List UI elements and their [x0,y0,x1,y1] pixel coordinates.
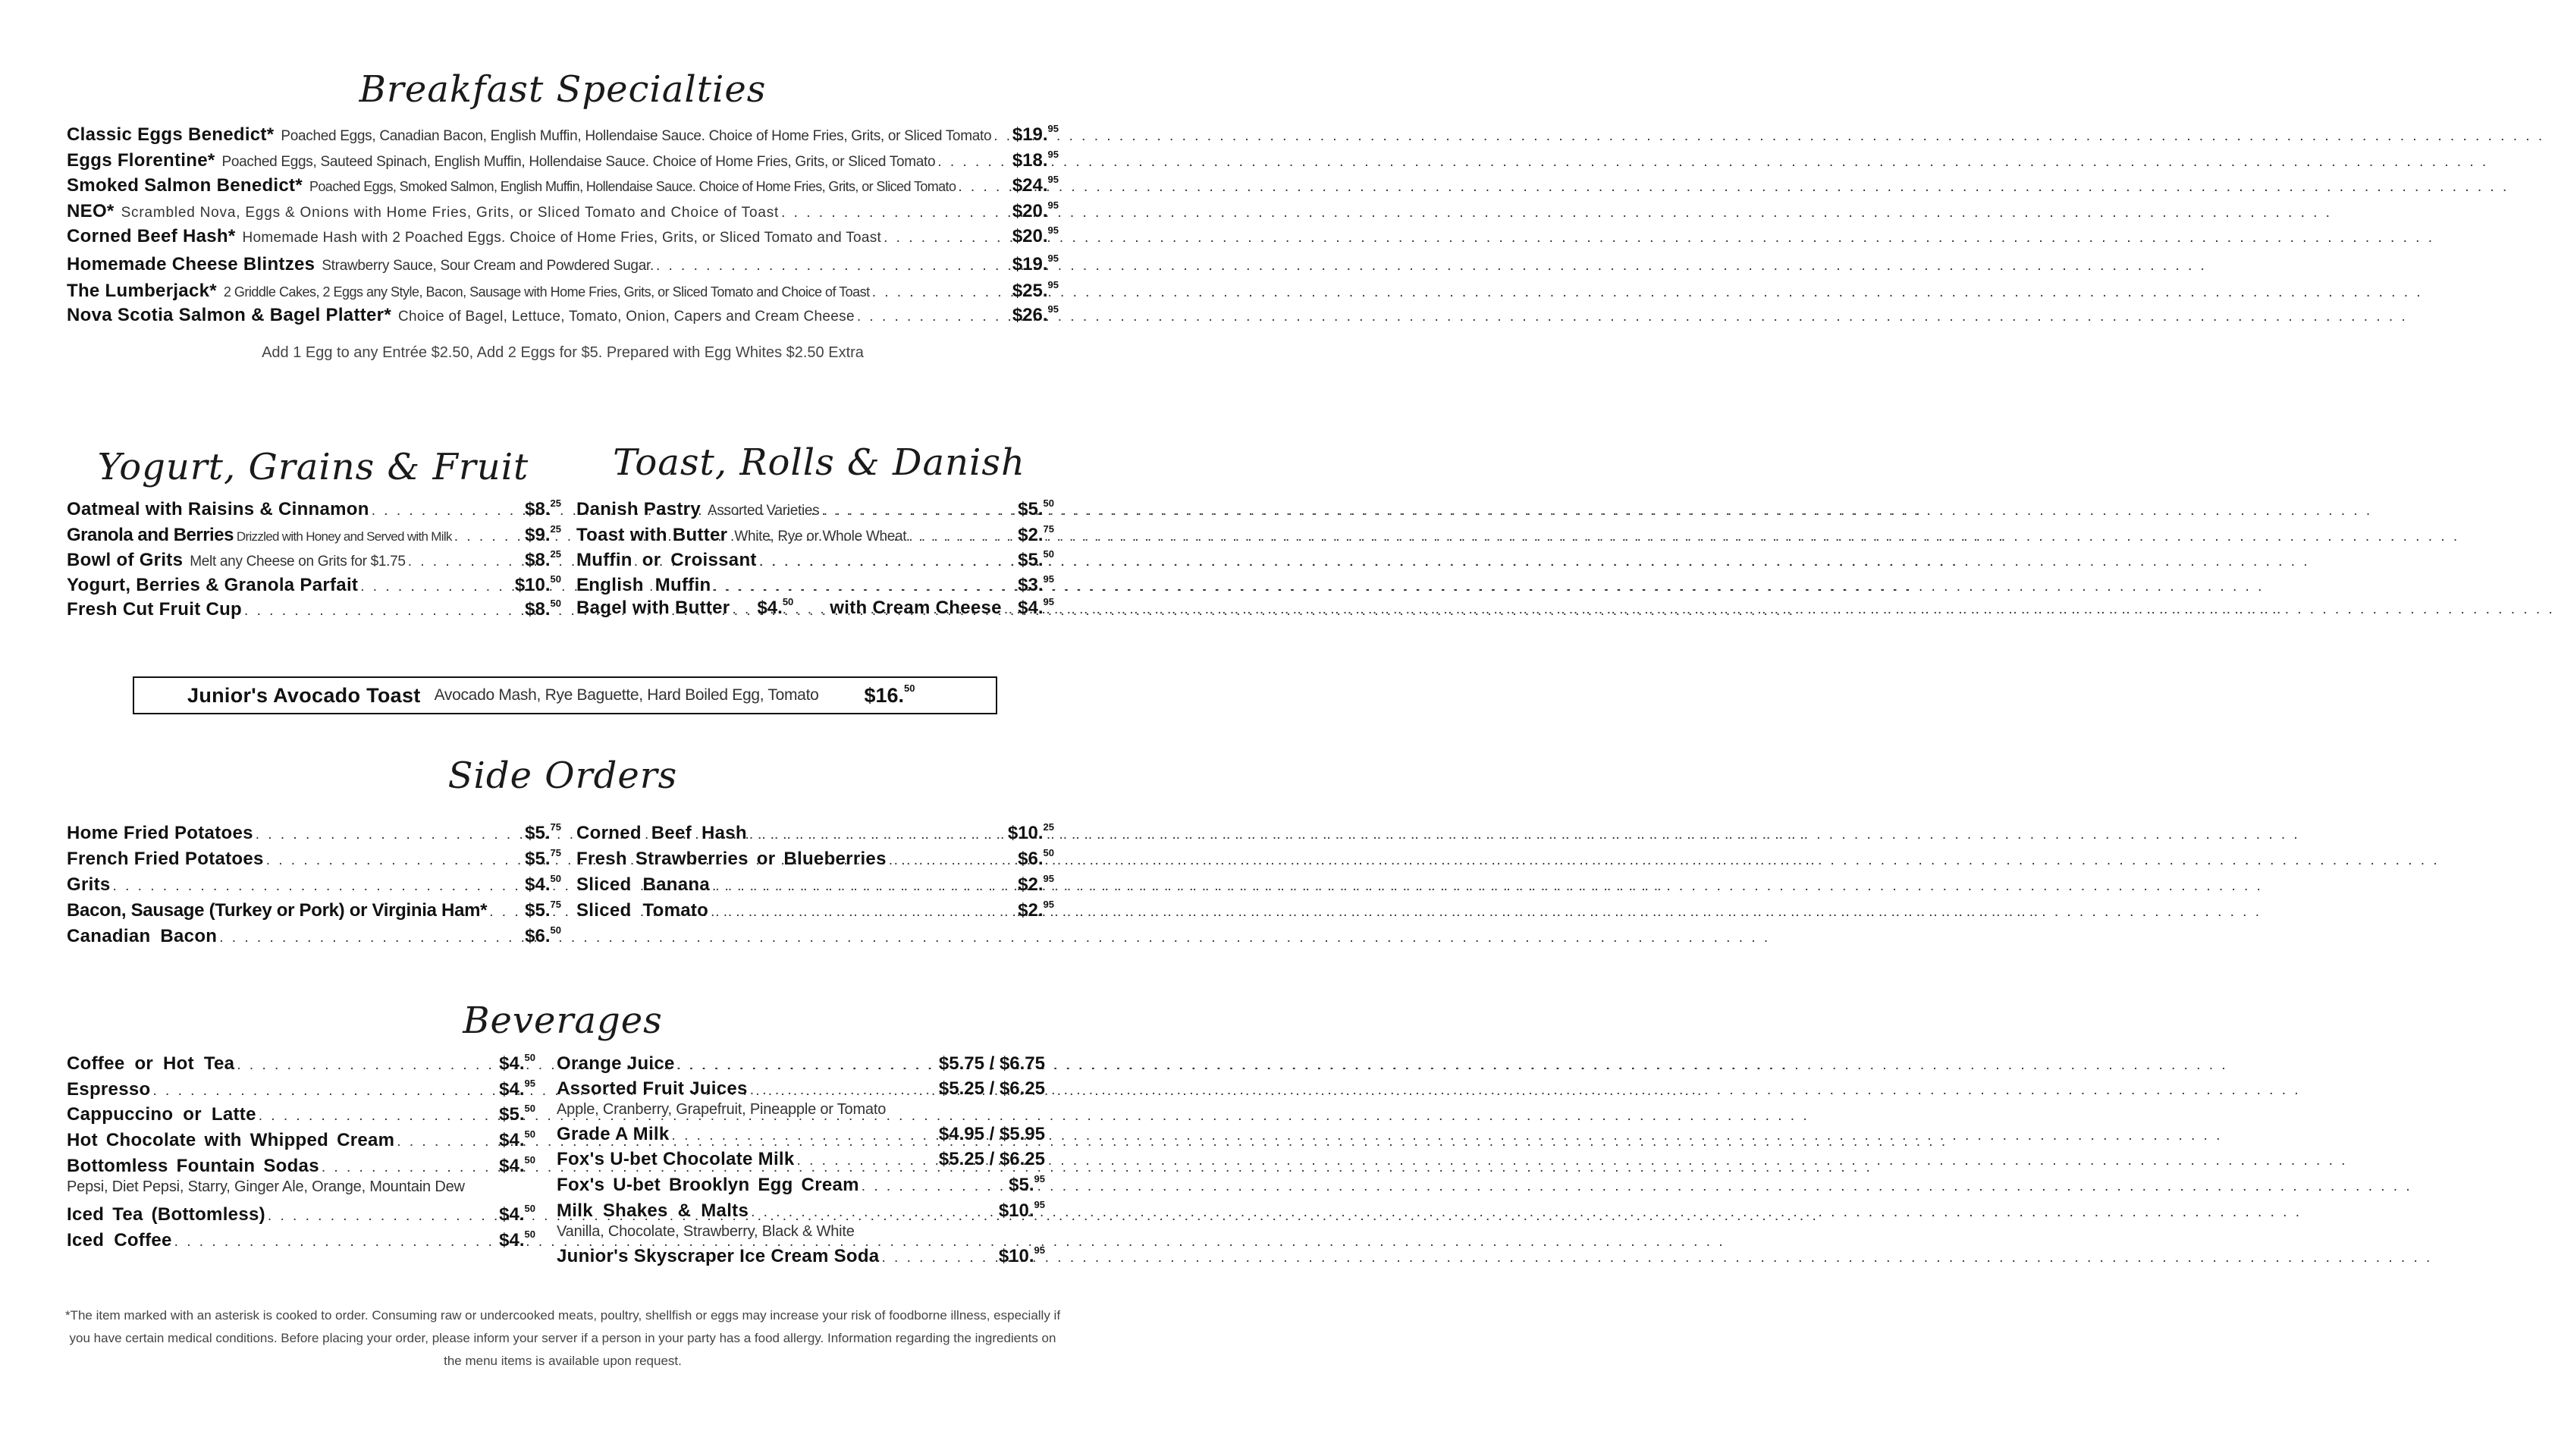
leader-dots [259,1108,497,1125]
item-name: Classic Eggs Benedict* [67,124,275,145]
leader-dots [454,529,523,545]
menu-item [557,1053,1045,1075]
leader-dots [821,503,1015,519]
item-description: 2 Griddle Cakes, 2 Eggs any Style, Bacon, Sausage with Home Fries, Grits, or Sliced Tomato and Choice of Toast [223,284,870,300]
item-price: $4.95 / $5.95 [938,1124,1045,1144]
item-name: Smoked Salmon Benedict* [67,175,303,196]
menu-item [557,1078,1045,1100]
item-price: $25.95 [1012,279,1059,301]
item-price: $10.50 [514,573,561,595]
item-name: Fox's U-bet Brooklyn Egg Cream [557,1175,859,1195]
item-name: Milk Shakes & Malts [557,1200,749,1221]
menu-item [67,124,1059,146]
item-description: Assorted Varieties [707,503,820,519]
featured-item-box [133,676,997,714]
item-name: Yogurt, Berries & Granola Parfait [67,575,359,595]
item-price: $9.25 [525,523,561,545]
item-price: $2.95 [1018,899,1054,921]
menu-item [67,1104,535,1125]
leader-dots [672,1128,937,1144]
item-description: Choice of Bagel, Lettuce, Tomato, Onion, Capers and Cream Cheese [397,309,855,325]
leader-dots [677,1057,937,1074]
item-name: Assorted Fruit Juices [557,1078,748,1099]
item-name: Nova Scotia Salmon & Bagel Platter* [67,305,391,325]
item-name: Granola and Berries [67,525,234,545]
item-price: $4.50 [499,1052,535,1074]
leader-dots [797,1153,937,1169]
menu-item [67,175,1059,196]
menu-item [67,281,1059,302]
item-description: Avocado Mash, Rye Baguette, Hard Boiled Egg, Tomato [434,686,819,704]
leader-dots [749,827,1006,843]
menu-item [67,525,561,546]
menu-item [67,900,561,921]
item-description: Melt any Cheese on Grits for $1.75 [190,554,406,570]
item-name: Bacon, Sausage (Turkey or Pork) or Virginia Ham* [67,900,488,921]
item-price: $5.75 [525,847,561,869]
leader-dots [397,1134,497,1150]
item-price: $19.95 [1012,123,1059,145]
leader-dots [732,601,755,618]
item-description: Poached Eggs, Smoked Salmon, English Muffin, Hollendaise Sauce. Choice of Home Fries, Grits, or Sliced Tomato [309,179,956,194]
item-name: NEO* [67,201,115,221]
item-price: $4.50 [499,1203,535,1225]
leader-dots [372,503,523,519]
menu-item [67,150,1059,171]
item-name: Oatmeal with Raisins & Cinnamon [67,499,369,519]
item-name: Fox's U-bet Chocolate Milk [557,1149,795,1169]
item-price: $5.95 [1009,1173,1045,1195]
menu-item [67,874,561,896]
leader-dots [1004,601,1015,618]
menu-item [576,499,1054,520]
item-price: $6.50 [525,924,561,946]
leader-dots [174,1234,497,1250]
item-price: $8.25 [525,497,561,519]
item-price: $8.25 [525,548,561,570]
leader-dots [256,827,523,843]
item-price: $3.95 [1018,573,1054,595]
item-price: $4.50 [499,1228,535,1250]
item-subdescription: Pepsi, Diet Pepsi, Starry, Ginger Ale, Orange, Mountain Dew [67,1178,465,1195]
item-name: Fresh Cut Fruit Cup [67,599,243,620]
leader-dots [322,1159,497,1176]
item-name: Grade A Milk [557,1124,670,1144]
menu-item [67,1204,535,1225]
item-name: Espresso [67,1079,151,1100]
item-name: Homemade Cheese Blintzes [67,254,315,275]
beverages-title: Beverages [463,999,663,1042]
item-name: Orange Juice [557,1053,675,1074]
item-name: Cappuccino or Latte [67,1104,256,1125]
menu-item [557,1200,1045,1222]
item-name-secondary: with Cream Cheese [830,598,1002,618]
leader-dots [408,554,523,570]
item-name: Bottomless Fountain Sodas [67,1156,319,1176]
item-name: Eggs Florentine* [67,150,215,171]
item-price: $20.95 [1012,224,1059,246]
item-name: Junior's Avocado Toast [187,683,421,707]
menu-item [67,1130,535,1151]
item-description: Drizzled with Honey and Served with Milk [236,529,452,544]
menu-item [557,1175,1045,1196]
item-subdescription: Vanilla, Chocolate, Strawberry, Black & White [557,1223,855,1240]
leader-dots [958,179,1009,196]
menu-item [67,550,561,571]
menu-item [67,823,561,844]
leader-dots [751,1204,997,1221]
item-price: $26.95 [1012,303,1059,325]
item-price: $10.95 [998,1244,1045,1266]
item-price: $16.50 [864,682,915,707]
item-price: $10.25 [1007,821,1054,843]
breakfast-title: Breakfast Specialties [359,68,767,111]
menu-item-bagel [576,598,1054,619]
leader-dots [937,154,1010,171]
item-price: $4.50 [499,1154,535,1176]
item-price: $24.95 [1012,174,1059,196]
item-name: Sliced Tomato [576,900,709,921]
leader-dots [781,205,1010,221]
egg-addon-note: Add 1 Egg to any Entrée $2.50, Add 2 Eggs for $5. Prepared with Egg Whites $2.50 Extra [262,344,864,361]
item-name: English Muffin [576,575,711,595]
item-name: Grits [67,874,111,895]
menu-item [576,823,1054,844]
toast-title: Toast, Rolls & Danish [613,441,1025,484]
menu-item [67,1156,535,1177]
leader-dots [656,258,1010,275]
item-price: $19.95 [1012,253,1059,275]
menu-item [67,849,561,870]
menu-item [67,1230,535,1251]
sides-title: Side Orders [447,755,678,797]
item-price: $10.95 [998,1199,1045,1221]
food-safety-disclaimer: *The item marked with an asterisk is cooked to order. Consuming raw or undercooked meats, poultry, shellfish or eggs may increase your risk of foodborne illness, especially if you have certain medical conditions. Before placing your order, please inform your server if a person in your party has a food allergy. Information regarding the ingredients on the menu items is available upon request. [64,1308,1061,1368]
leader-dots [714,579,1016,595]
menu-item [557,1246,1045,1267]
menu-item [67,926,561,947]
item-name: Bowl of Grits [67,550,184,570]
item-description: Poached Eggs, Canadian Bacon, English Muffin, Hollendaise Sauce. Choice of Home Fries, Grits, or Sliced Tomato [281,128,992,144]
menu-item [576,849,1054,870]
item-name: Fresh Strawberries or Blueberries [576,849,887,869]
item-price: $6.50 [1018,847,1054,869]
leader-dots [712,878,1015,895]
leader-dots [884,230,1010,246]
item-name: Corned Beef Hash [576,823,747,843]
item-name: Bagel with Butter [576,598,730,618]
item-price: $4.50 [499,1128,535,1150]
menu-item [67,201,1059,222]
item-description: White, Rye or Whole Wheat [734,529,907,544]
leader-dots [152,1083,497,1100]
menu-item [67,226,1059,247]
leader-dots [909,529,1015,545]
item-price: $5.75 / $6.75 [938,1053,1045,1074]
menu-item [67,1053,535,1075]
item-price: $4.95 [1018,596,1054,618]
leader-dots [266,852,523,869]
menu-item [67,305,1059,326]
item-price: $4.50 [525,873,561,895]
menu-item [557,1149,1045,1170]
menu-item [67,499,561,520]
menu-item [576,900,1054,921]
menu-item [576,550,1054,571]
item-price: $20.95 [1012,199,1059,221]
menu-item [557,1124,1045,1145]
leader-dots [360,579,513,595]
item-price: $5.25 / $6.25 [938,1078,1045,1099]
item-price: $4.95 [499,1078,535,1100]
item-price: $5.50 [499,1103,535,1125]
item-price: $2.75 [1018,523,1054,545]
leader-dots [872,284,1010,301]
yogurt-title: Yogurt, Grains & Fruit [97,446,529,488]
leader-dots [862,1178,1006,1195]
item-name: Home Fried Potatoes [67,823,253,843]
leader-dots [268,1208,497,1225]
leader-dots [759,554,1015,570]
leader-dots [993,128,1010,145]
item-description: Strawberry Sauce, Sour Cream and Powdered Sugar. [322,258,654,274]
item-price: $5.25 / $6.25 [938,1149,1045,1169]
menu-item [576,525,1054,546]
leader-dots [244,603,523,620]
item-description: Poached Eggs, Sauteed Spinach, English Muffin, Hollendaise Sauce. Choice of Home Fries, Grits, or Sliced Tomato [221,154,936,170]
menu-item [67,1079,535,1100]
leader-dots [489,904,523,921]
menu-item [576,575,1054,596]
item-price: $5.50 [1018,548,1054,570]
leader-dots [857,309,1010,325]
item-price: $2.95 [1018,873,1054,895]
item-name: Canadian Bacon [67,926,218,946]
item-name: Junior's Skyscraper Ice Cream Soda [557,1246,880,1266]
leader-dots [237,1057,497,1074]
item-name: Corned Beef Hash* [67,226,236,246]
item-name: The Lumberjack* [67,281,217,301]
leader-dots [889,852,1015,869]
leader-dots [881,1250,996,1266]
item-price: $18.95 [1012,149,1059,171]
menu-item [67,254,1059,275]
item-price: $8.50 [525,598,561,620]
item-price: $5.50 [1018,497,1054,519]
item-name: Hot Chocolate with Whipped Cream [67,1130,395,1150]
item-name: Danish Pastry [576,499,701,519]
item-name: Iced Coffee [67,1230,172,1250]
menu-item [576,874,1054,896]
item-name: Muffin or Croissant [576,550,757,570]
menu-item [67,575,561,596]
item-price: $4.50 [757,596,794,618]
item-name: Sliced Banana [576,874,710,895]
menu-item [67,599,561,620]
leader-dots [750,1082,937,1099]
item-name: Toast with Butter [576,525,728,545]
leader-dots [711,904,1015,921]
item-name: French Fried Potatoes [67,849,264,869]
item-description: Scrambled Nova, Eggs & Onions with Home Fries, Grits, or Sliced Tomato and Choice of Toast [121,205,780,221]
item-price: $5.75 [525,899,561,921]
leader-dots [219,930,523,946]
leader-dots [113,878,523,895]
item-name: Coffee or Hot Tea [67,1053,235,1074]
item-price: $5.75 [525,821,561,843]
item-description: Homemade Hash with 2 Poached Eggs. Choice of Home Fries, Grits, or Sliced Tomato and Toast [242,230,882,246]
item-name: Iced Tea (Bottomless) [67,1204,265,1225]
item-subdescription: Apple, Cranberry, Grapefruit, Pineapple or Tomato [557,1101,887,1118]
